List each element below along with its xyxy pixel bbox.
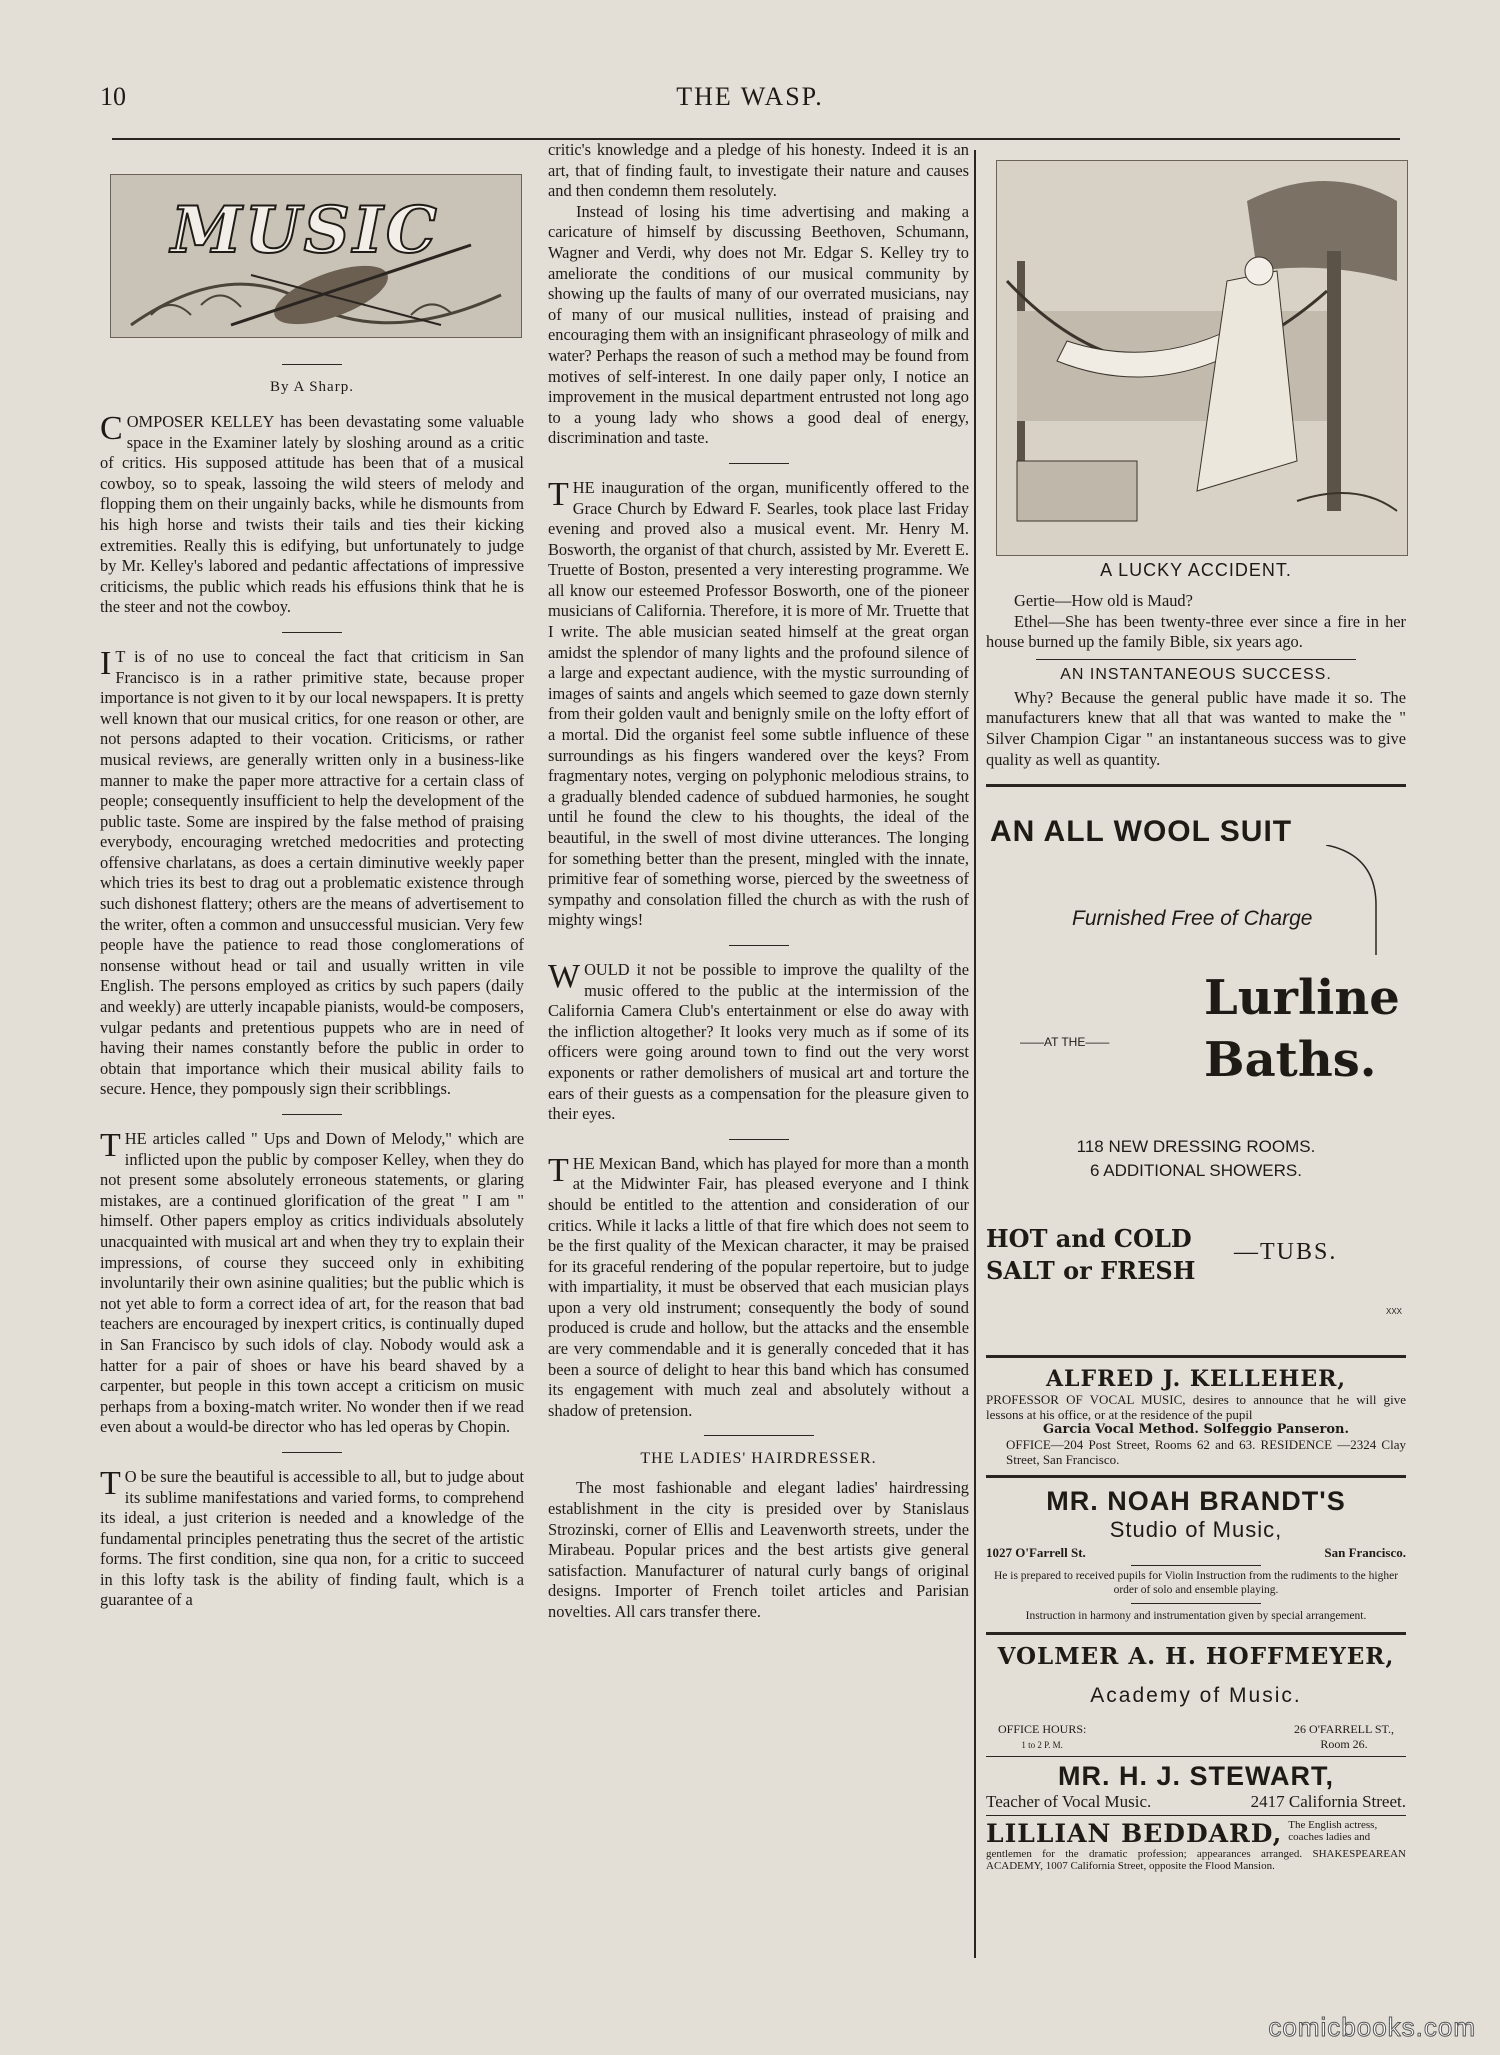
drop-cap: T xyxy=(548,1151,569,1189)
office-hours-label: OFFICE HOURS: xyxy=(998,1721,1087,1736)
rooms-line: 118 NEW DRESSING ROOMS. xyxy=(1076,1137,1316,1157)
divider xyxy=(729,1139,789,1140)
divider xyxy=(729,463,789,464)
divider xyxy=(729,945,789,946)
beddard-text: gentlemen for the dramatic profession; appearances arranged. SHAKESPEAREAN ACADEMY, 1007 California Street, opposite the Flood Mansion. xyxy=(986,1847,1406,1873)
cartoon-line: Ethel—She has been twenty-three ever since a fire in her house burned up the family Bible, six years ago. xyxy=(986,611,1406,652)
stewart-ad xyxy=(986,1761,1406,1812)
byline: By A Sharp. xyxy=(270,379,354,395)
kelleher-method: Garcia Vocal Method. Solfeggio Panseron. xyxy=(1042,1422,1350,1438)
volmer-name: VOLMER A. H. HOFFMEYER, xyxy=(997,1642,1395,1670)
paragraph: Instead of losing his time advertising and making a caricature of himself by discussing Beethoven, Schumann, Wagner and Verdi, why does not Mr. Edgar S. Kelley try to ameliorate the conditions of our musical community by showing up the faults of many of our overrated musicians, nay of many of our musical nullities, instead of praising and encouraging them with an insignificant phraseology of milk and water? Perhaps the reason of such a method may be found from motives of self-interest. In one daily paper only, I notice an improvement in the musical department entrusted not long ago to a young lady who shows a good deal of energy, discrimination and taste. xyxy=(548,201,969,448)
divider xyxy=(282,632,342,633)
ad-rule xyxy=(986,1815,1406,1816)
brandt-ad xyxy=(986,1486,1406,1624)
ad-rule xyxy=(986,1475,1406,1478)
hot-cold-text xyxy=(986,1223,1195,1287)
column-1 xyxy=(100,150,524,1611)
kelleher-name: ALFRED J. KELLEHER, xyxy=(1045,1366,1347,1393)
paragraph: critic's knowledge and a pledge of his honesty. Indeed it is an art, that of finding fault, to investigate their nature and causes and then condemn them resolutely. xyxy=(548,140,969,201)
brandt-text: Instruction in harmony and instrumentation given by special arrangement. xyxy=(1025,1610,1367,1623)
brandt-studio: Studio of Music, xyxy=(1109,1517,1283,1543)
stewart-name: MR. H. J. STEWART, xyxy=(1057,1760,1335,1791)
brandt-city: San Francisco. xyxy=(1324,1545,1406,1561)
office-hours-time: 1 to 2 P. M. xyxy=(1021,1739,1063,1750)
cartoon-title: A LUCKY ACCIDENT. xyxy=(1100,560,1292,580)
kelleher-office: OFFICE—204 Post Street, Rooms 62 and 63. RESIDENCE —2324 Clay Street, San Francisco. xyxy=(1006,1437,1406,1468)
tubs-text: —TUBS. xyxy=(1234,1239,1338,1266)
drop-cap: T xyxy=(548,475,569,513)
volmer-info-row xyxy=(986,1722,1406,1752)
page-number: 10 xyxy=(100,82,126,111)
lurline-word: Lurline xyxy=(1204,970,1400,1027)
suit-ad xyxy=(986,795,1406,1355)
ad-rule xyxy=(986,1756,1406,1757)
rooms-text xyxy=(986,1135,1406,1183)
ad-rule xyxy=(986,784,1406,787)
paragraph: T O be sure the beautiful is accessible to all, but to judge about its sublime manifestations and varied forms, to comprehend its ideal, a just criterion is needed and a knowledge of the fundamental principles penetrating thus the secret of the artistic forms. The first condition, sine qua non, for a critic to succeed in this lofty task is the ability of finding fault, which is a guarantee of a xyxy=(100,1464,524,1610)
music-heading: MUSIC xyxy=(171,193,440,268)
hot-cold-line: HOT and COLD xyxy=(986,1224,1192,1254)
stewart-row xyxy=(986,1792,1406,1812)
success-title: AN INSTANTANEOUS SUCCESS. xyxy=(1060,665,1332,683)
column-2 xyxy=(548,140,969,1623)
paragraph: WOULD it not be possible to improve the qualilty of the music offered to the public at the intermission of the California Camera Club's entertainment or else do away with the infliction altogether? It looks very much as if some of its officers were going around town to find out the very worst exponents or rather demolishers of musical art and torture the ears of their guests as a compensation for the pleasure given to their eyes. xyxy=(548,957,969,1124)
drop-cap: I xyxy=(100,644,112,682)
salt-fresh-line: SALT or FRESH xyxy=(986,1256,1196,1286)
volmer-room: Room 26. xyxy=(1320,1736,1368,1751)
paragraph: COMPOSER KELLEY has been devastating some valuable space in the Examiner lately by sloshing around as a critic of critics. His supposed attitude has been that of a musical cowboy, so to speak, lassoing the wild steers of melody and flopping them on their ungainly backs, while he dismounts from his high horse and twists their tails and ties their kicking extremities. Really this is edifying, but unfortunately to judge by Mr. Kelley's labored and pedantic affectations of impressive criticisms, the public which reads his effusions think that he is the steer and not the cowboy. xyxy=(100,410,524,617)
divider xyxy=(282,1452,342,1453)
cartoon-line: Gertie—How old is Maud? xyxy=(1014,591,1193,610)
paragraph: THE inauguration of the organ, munificently offered to the Grace Church by Edward F. Searles, took place last Friday evening and proved also a musical event. Mr. Henry M. Bosworth, the organist of that church, assisted by Mr. Everett E. Truette of Boston, presented a very interesting programme. We all know our esteemed Professor Bosworth, one of the pioneer musicians of California. Therefore, it is more of Mr. Truette that I write. The able musician seated himself at the great organ amidst the splendor of many lights and the profound silence of a large and expectant audience, with the mystic surrounding of images of saints and angels which seemed to gaze down sternly from their golden vault and benignly smile on the lofty effort of a mortal. Did the organist feel some subtle influence of these surroundings as his fingers wandered over the keys? From fragmentary notes, verging on polyphonic melodious strains, to a gradually blended cadence of subdued harmonies, he sought until he found the clew to his thoughts, the ideal of the beautiful, in the swell of most divine utterances. The longing for something better than the present, mingled with the innate, primitive fear of something worse, pierced by the sweetness of sympathy and consolation filled the church as with the rush of mighty wings! xyxy=(548,475,969,930)
divider xyxy=(282,364,342,365)
drop-cap: T xyxy=(100,1127,121,1164)
beddard-row xyxy=(986,1819,1406,1848)
brandt-address: 1027 O'Farrell St. xyxy=(986,1545,1086,1561)
paragraph: THE Mexican Band, which has played for more than a month at the Midwinter Fair, has pleased everyone and I think should be entitled to the attention and consideration of our critics. While it lacks a little of that fire which does not seem to be the first quality of the Mexican character, it may be praised for its graceful rendering of the popular repertoire, but to judge with impartiality, it must be observed that each musician plays upon a very old instrument; consequently the body of sound produced is crude and hollow, but the attacks and the ensemble are very commendable and it is generally conceded that it has been a source of delight to hear this band which has consumed its engagement with much zeal and absolutely without a shadow of pretension. xyxy=(548,1151,969,1420)
baths-word: Baths. xyxy=(1204,1032,1377,1089)
column-3 xyxy=(986,150,1406,1873)
ornament-divider xyxy=(704,1435,814,1436)
suit-headline: AN ALL WOOL SUIT xyxy=(990,815,1293,849)
ad-rule xyxy=(986,1632,1406,1635)
stewart-address: 2417 California Street. xyxy=(1250,1791,1406,1811)
volmer-ad xyxy=(986,1643,1406,1752)
kelleher-ad xyxy=(986,1366,1406,1467)
column-rule xyxy=(974,150,976,1958)
paragraph: I T is of no use to conceal the fact that criticism in San Francisco is in a rather primitive state, because proper importance is not given to it by our local newspapers. It is pretty well known that our musical critics, for one reason or other, are not persons adapted to their vocation. Criticisms, or rather musical reviews, are generally written only in a business-like manner to make the paper more attractive for a certain class of people; consequently insufficient to help the development of the public taste. Some are inspired by the false method of praising everybody, encouraging wretched medocrities and protecting offensive charlatans, as does a certain diminutive weekly paper which tries its best to drag out a problematic existence through such dishonest flattery; others are the means of advertisement to the writer, often a common and unsuccessful musician. Very few people have the patience to read those conglomerations of nonsense without head or tail and usually written in vile English. The persons employed as critics by such papers (daily and weekly) are utterly incapable pianists, would-be composers, vulgar pedants and pretentious puppets who are in need of having their names constantly before the public in order to obtain that importance which their musical ability fails to secure. Hence, they pompously sign their scribblings. xyxy=(100,644,524,1099)
beddard-side: The English actress, coaches ladies and xyxy=(1288,1818,1378,1844)
suit-subhead: Furnished Free of Charge xyxy=(1072,907,1313,931)
bracket-curve-icon xyxy=(1326,845,1386,955)
drop-cap: T xyxy=(100,1464,121,1502)
lurline-baths-logo xyxy=(1204,967,1400,1091)
success-text: Why? Because the general public have made it so. The manufacturers knew that all that was wanted to make the " Silver Champion Cigar " an instantaneous success was to give quality as well as quantity. xyxy=(986,687,1406,769)
kelleher-text: PROFESSOR OF VOCAL MUSIC, desires to announce that he will give lessons at his office, or at the residence of the pupil xyxy=(986,1392,1406,1423)
volmer-address xyxy=(1294,1722,1394,1752)
showers-line: 6 ADDITIONAL SHOWERS. xyxy=(1090,1161,1302,1181)
divider xyxy=(1131,1565,1261,1566)
volmer-academy: Academy of Music. xyxy=(1090,1683,1302,1707)
office-hours xyxy=(998,1722,1086,1752)
divider xyxy=(1131,1603,1261,1604)
cartoon-illustration xyxy=(996,160,1408,556)
music-heading-illustration xyxy=(110,174,522,338)
brandt-name: MR. NOAH BRANDT'S xyxy=(1046,1486,1346,1517)
divider xyxy=(282,1114,342,1115)
watermark: comicbooks.com xyxy=(1268,2012,1476,2042)
masthead-title: THE WASP. xyxy=(676,82,824,111)
drop-cap: W xyxy=(548,957,581,995)
beddard-name: LILLIAN BEDDARD, xyxy=(986,1818,1283,1848)
brandt-address-row xyxy=(986,1545,1406,1561)
paragraph: The most fashionable and elegant ladies' hairdressing establishment in the city is presided over by Stanislaus Strozinski, corner of Ellis and Leavenworth streets, under the Mirabeau. Popular prices and the best artists give general satisfaction. Manufacturer of natural curly bangs of original designs. Importer of French toilet articles and Parisian novelties. All cars transfer there. xyxy=(548,1478,969,1621)
divider xyxy=(1036,659,1356,660)
stewart-teacher: Teacher of Vocal Music. xyxy=(986,1791,1152,1811)
at-the-label: ——AT THE—— xyxy=(1020,1035,1110,1050)
section-title: THE LADIES' HAIRDRESSER. xyxy=(640,1450,877,1468)
paragraph: THE articles called " Ups and Down of Melody," which are inflicted upon the public by composer Kelley, when they do not present some absolutely erroneous statements, or glaring mistakes, are a continued glorification of the great " I am " himself. Other papers employ as critics individuals absolutely unacquainted with musical art and when they try to explain their impressions, of course they succeed only in exhibiting involuntarily their own asinine qualities; but the public which is not yet able to form a correct idea of art, for the reason that bad teachers are encouraged by inexpert critics, is continually duped in San Francisco by such idols of clay. Nobody would ask a hatter for a pair of shoes or have his beard shaved by a carpenter, but people in this town accept a criticism on music perhaps from a boxing-match writer. No wonder then if we read even about a would-be director who has led operas by Chopin. xyxy=(100,1127,524,1437)
xxx-mark: XXX xyxy=(1385,1307,1402,1317)
hammock-scene-icon xyxy=(997,161,1407,555)
drop-cap: C xyxy=(100,410,123,447)
ad-rule xyxy=(986,1355,1406,1358)
beddard-ad xyxy=(986,1819,1406,1873)
brandt-text: He is prepared to received pupils for Violin Instruction from the rudiments to the higher order of solo and ensemble playing. xyxy=(993,1570,1399,1596)
volmer-street: 26 O'FARRELL ST., xyxy=(1294,1721,1394,1736)
